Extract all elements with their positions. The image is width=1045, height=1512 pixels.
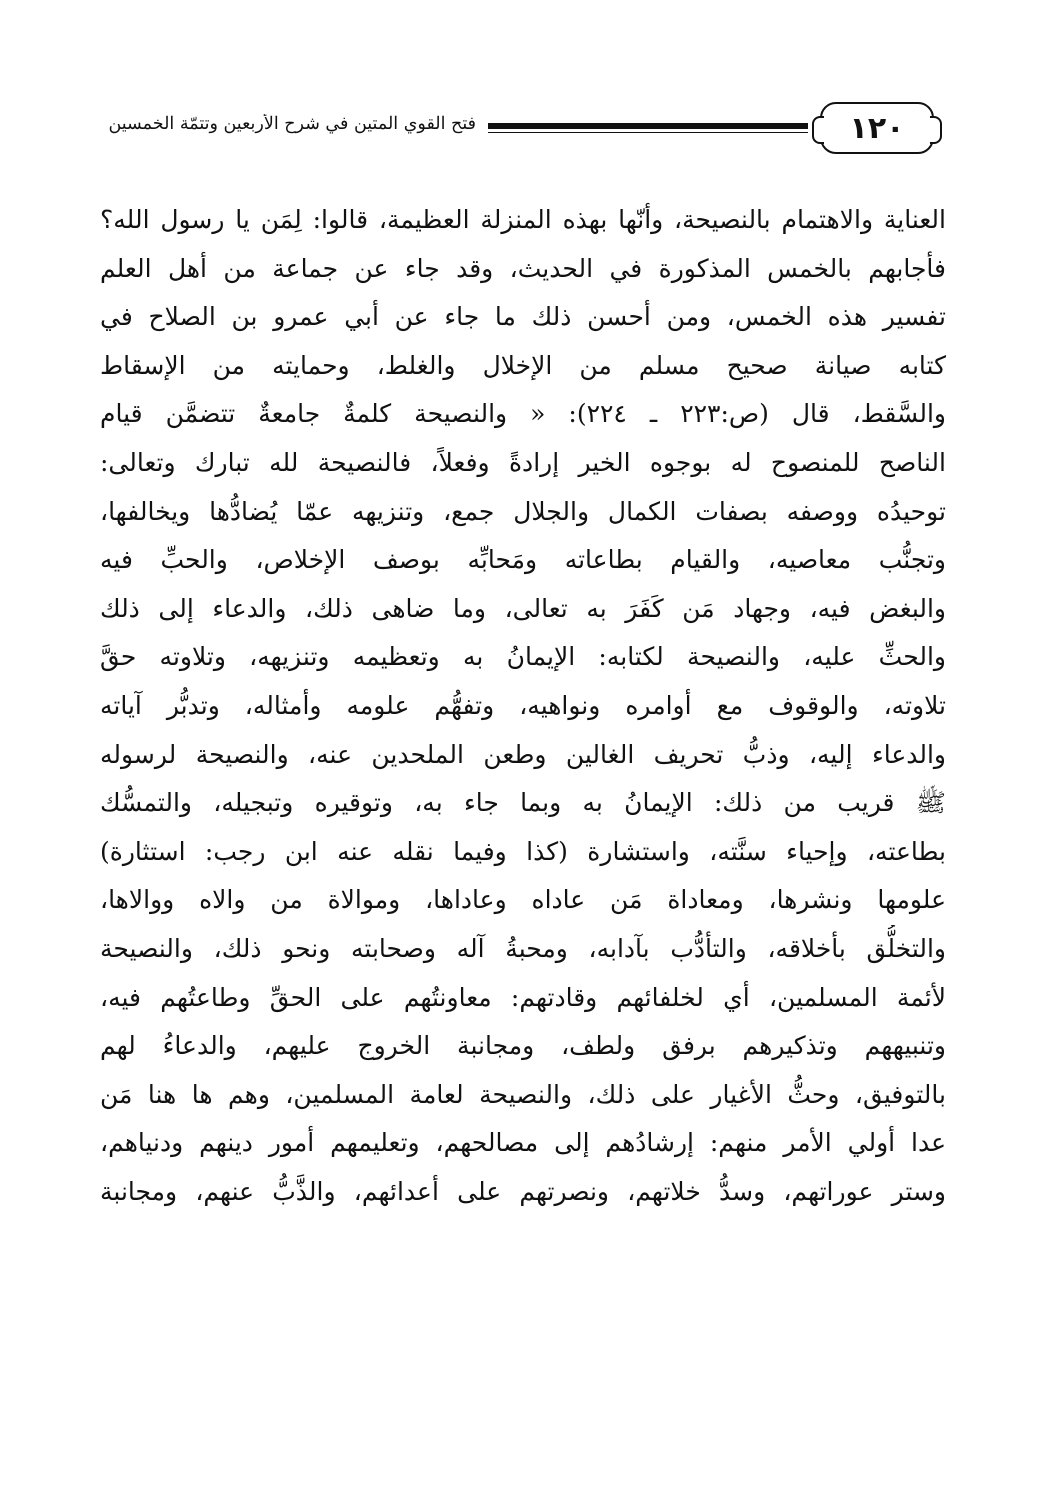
- text-line: وتنبيههم وتذكيرهم برفق ولطف، ومجانبة الخروج عليهم، والدعاءُ لهم: [100, 1031, 946, 1061]
- book-title: فتح القوي المتين في شرح الأربعين وتتمّة الخمسين: [108, 114, 476, 134]
- header-rule-thin: [488, 132, 808, 133]
- text-line: تفسير هذه الخمس، ومن أحسن ذلك ما جاء عن أبي عمرو بن الصلاح في: [100, 302, 946, 332]
- text-line: والحثِّ عليه، والنصيحة لكتابه: الإيمانُ به وتعظيمه وتنزيهه، وتلاوته حقَّ: [100, 642, 946, 672]
- text-line: كتابه صيانة صحيح مسلم من الإخلال والغلط، وحمايته من الإسقاط: [100, 350, 946, 380]
- text-line: الناصح للمنصوح له بوجوه الخير إرادةً وفعلاً، فالنصيحة لله تبارك وتعالى:: [100, 447, 946, 477]
- text-line: عدا أولي الأمر منهم: إرشادُهم إلى مصالحهم، وتعليمهم أمور دينهم ودنياهم،: [100, 1128, 946, 1158]
- text-line: والبغض فيه، وجهاد مَن كَفَرَ به تعالى، وما ضاهى ذلك، والدعاء إلى ذلك: [100, 593, 946, 623]
- running-header: [108, 100, 946, 160]
- text-line: والدعاء إليه، وذبُّ تحريف الغالين وطعن الملحدين عنه، والنصيحة لرسوله: [100, 739, 946, 769]
- text-line: تلاوته، والوقوف مع أوامره ونواهيه، وتفهُّم علومه وأمثاله، وتدبُّر آياته: [100, 690, 946, 720]
- text-line: توحيدُه ووصفه بصفات الكمال والجلال جمع، وتنزيهه عمّا يُضادُّها ويخالفها،: [100, 496, 946, 526]
- header-rule: [488, 123, 808, 129]
- text-line: وتجنُّب معاصيه، والقيام بطاعاته ومَحابِّه بوصف الإخلاص، والحبِّ فيه: [100, 545, 946, 575]
- text-line: بالتوفيق، وحثُّ الأغيار على ذلك، والنصيحة لعامة المسلمين، وهم ها هنا مَن: [100, 1079, 946, 1109]
- text-line: بطاعته، وإحياء سنَّته، واستشارة (كذا وفيما نقله عنه ابن رجب: استثارة): [100, 836, 946, 866]
- text-line: والتخلُّق بأخلاقه، والتأدُّب بآدابه، ومحبةُ آله وصحابته ونحو ذلك، والنصيحة: [100, 933, 946, 963]
- text-line: ﷺ قريب من ذلك: الإيمانُ به وبما جاء به، وتوقيره وتبجيله، والتمسُّك: [100, 788, 946, 818]
- body-text: [100, 196, 946, 1216]
- text-line: لأئمة المسلمين، أي لخلفائهم وقادتهم: معاونتُهم على الحقِّ وطاعتُهم فيه،: [100, 982, 946, 1012]
- text-line: علومها ونشرها، ومعاداة مَن عاداه وعاداها، وموالاة من والاه ووالاها،: [100, 885, 946, 915]
- page-number: ١٢٠: [820, 102, 934, 154]
- text-line: العناية والاهتمام بالنصيحة، وأنّها بهذه المنزلة العظيمة، قالوا: لِمَن يا رسول الله؟: [100, 205, 946, 234]
- text-line: والسَّقط، قال (ص:٢٢٣ ـ ٢٢٤): « والنصيحة كلمةٌ جامعةٌ تتضمَّن قيام: [100, 399, 946, 429]
- text-line: وستر عوراتهم، وسدُّ خلاتهم، ونصرتهم على أعدائهم، والذَّبُّ عنهم، ومجانبة: [100, 1176, 946, 1206]
- text-line: فأجابهم بالخمس المذكورة في الحديث، وقد جاء عن جماعة من أهل العلم: [100, 253, 946, 283]
